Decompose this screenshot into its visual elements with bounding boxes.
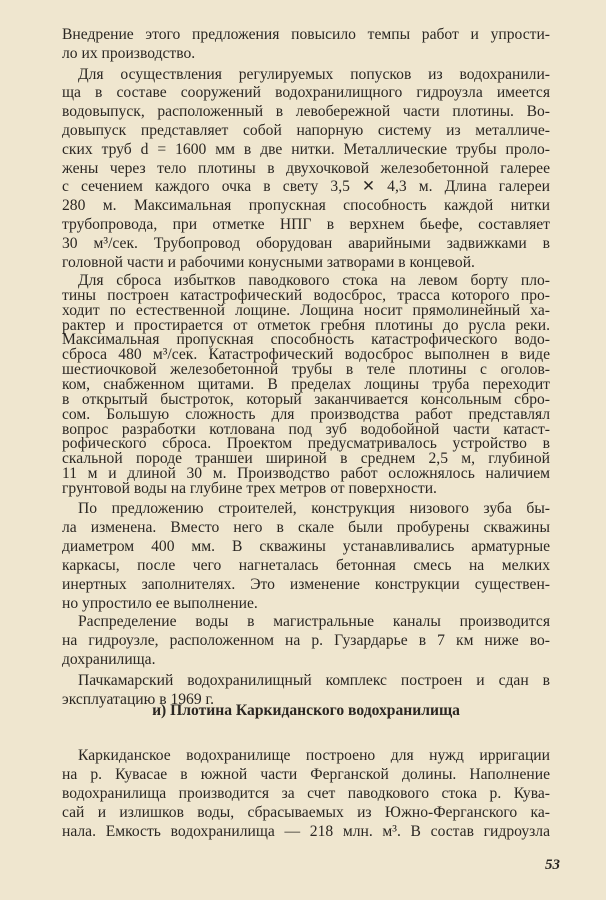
text-line: инертных заполнителях. Это изменение конструкции существен- (62, 576, 550, 593)
text-line: сом. Большую сложность для производства работ представлял (62, 406, 550, 423)
text-line: По предложению строителей, конструкция низового зуба бы- (78, 500, 550, 517)
text-line: головной части и рабочими конусными затворами в концевой. (62, 254, 475, 271)
text-line: Распределение воды в магистральные каналы производится (78, 613, 550, 630)
text-line: Для осуществления регулируемых попусков из водохранили- (78, 66, 550, 83)
section-heading: и) Плотина Каркиданского водохранилища (152, 702, 460, 719)
text-line: ща в составе сооружений водохранилищного гидроузла имеется (62, 84, 550, 101)
text-line: в открытый быстроток, который заканчивается консольным сбро- (62, 391, 550, 408)
text-line: довыпуск представляет собой напорную систему из металличе- (62, 122, 550, 139)
text-line: с сечением каждого очка в свету 3,5 ✕ 4,3 м. Длина галереи (62, 178, 550, 195)
text-line: Пачкамарский водохранилищный комплекс построен и сдан в (78, 672, 550, 689)
text-line: рофического сброса. Проектом предусматривалось устройство в (62, 435, 550, 452)
text-line: водохранилища производится за счет паводкового стока р. Кува- (62, 785, 550, 802)
page-number: 53 (545, 857, 560, 873)
text-line: Внедрение этого предложения повысило темпы работ и упрости- (62, 26, 550, 43)
text-line: но упростило ее выполнение. (62, 595, 258, 612)
text-line: каркасы, после чего нагнеталась бетонная смесь на мелких (62, 557, 550, 574)
text-line: рактер и простирается от отметок гребня плотины до русла реки. (62, 317, 550, 334)
text-line: ком, снабженном щитами. В пределах лощины труба переходит (62, 376, 550, 393)
text-line: тины построен катастрофический водосброс, трасса которого про- (62, 287, 550, 304)
text-line: сай и излишков воды, сбрасываемых из Южно-Ферганского ка- (62, 804, 550, 821)
text-line: вопрос разработки котлована под зуб водобойной части катаст- (62, 421, 550, 438)
text-line: диаметром 400 мм. В скважины устанавливались арматурные (62, 538, 550, 555)
text-line: эксплуатацию в 1969 г. (62, 691, 215, 708)
text-line: шестиочковой железобетонной трубы в теле плотины с оголов- (62, 361, 550, 378)
text-line: скальной породе траншеи шириной в среднем 2,5 м, глубиной (62, 450, 550, 467)
text-line: трубопровода, при отметке НПГ в верхнем бьефе, составляет (62, 216, 550, 233)
text-line: грунтовой воды на глубине трех метров от поверхности. (62, 480, 437, 497)
text-line: на гидроузле, расположенном на р. Гузардарье в 7 км ниже во- (62, 632, 550, 649)
text-line: 280 м. Максимальная пропускная способность каждой нитки (62, 197, 550, 214)
text-line: сброса 480 м³/сек. Катастрофический водосброс выполнен в виде (62, 346, 550, 363)
text-line: ла изменена. Вместо него в скале были пробурены скважины (62, 519, 550, 536)
text-line: на р. Кувасае в южной части Ферганской долины. Наполнение (62, 766, 550, 783)
text-line: ходит по естественной лощине. Лощина носит прямолинейный ха- (62, 302, 550, 319)
text-line: ских труб d = 1600 мм в две нитки. Металлические трубы проло- (62, 141, 550, 158)
text-line: дохранилища. (62, 651, 156, 668)
text-line: Максимальная пропускная способность катастрофического водо- (62, 331, 550, 348)
text-line: ло их производство. (62, 45, 196, 62)
text-line: 30 м³/сек. Трубопровод оборудован аварийными задвижками в (62, 235, 550, 252)
text-line: 11 м и длиной 30 м. Производство работ осложнялось наличием (62, 465, 550, 482)
text-line: водовыпуск, расположенный в левобережной части плотины. Во- (62, 103, 550, 120)
text-line: Каркиданское водохранилище построено для нужд ирригации (78, 747, 550, 764)
text-line: Для сброса избытков паводкового стока на левом борту пло- (78, 272, 550, 289)
text-line: жены через тело плотины в двухочковой железобетонной галерее (62, 160, 550, 177)
text-line: нала. Емкость водохранилища — 218 млн. м³. В состав гидроузла (62, 823, 550, 840)
